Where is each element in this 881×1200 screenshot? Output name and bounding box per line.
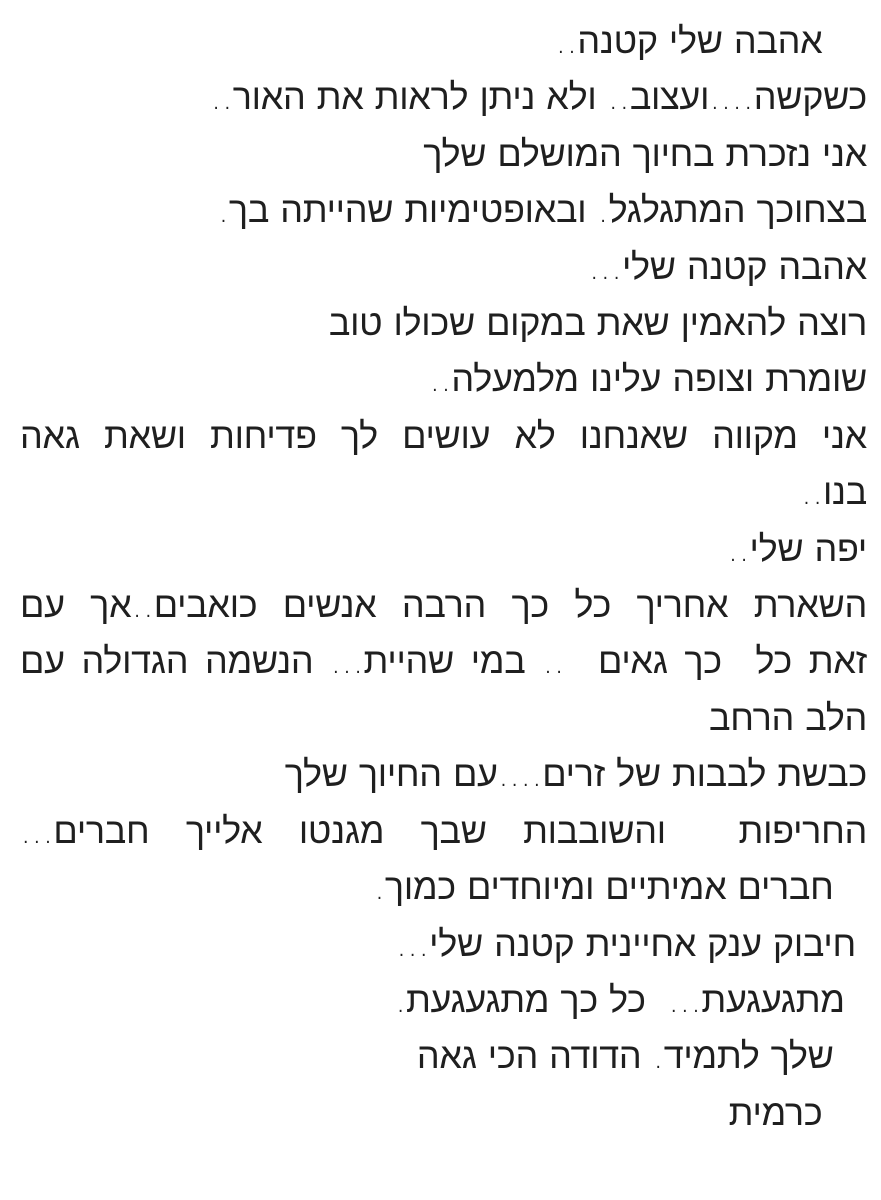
text-line-14: כבשת לבבות של זרים....עם החיוך שלך — [284, 754, 867, 796]
text-line-4: בצחוכך המתגלגל. ובאופטימיות שהייתה בך. — [217, 190, 867, 232]
text-line-20: כרמית — [728, 1092, 867, 1134]
text-line-9: בנו.. — [800, 472, 867, 514]
text-line-11: השארת אחריך כל כך הרבה אנשים כואבים..אך עם — [20, 585, 867, 627]
text-line-19: שלך לתמיד. הדודה הכי גאה — [416, 1036, 867, 1078]
text-line-1: אהבה שלי קטנה.. — [555, 21, 867, 62]
text-line-18: מתגעגעת... כל כך מתגעגעת. — [394, 979, 867, 1021]
text-line-17: חיבוק ענק אחיינית קטנה שלי... — [395, 923, 867, 965]
text-line-6: רוצה להאמין שאת במקום שכולו טוב — [328, 303, 867, 345]
text-line-5: אהבה קטנה שלי... — [588, 246, 867, 288]
text-line-13: הלב הרחב — [709, 697, 867, 739]
text-line-15: החריפות והשובבות שבך מגנטו אלייך חברים... — [20, 810, 867, 852]
text-line-16: חברים אמיתיים ומיוחדים כמוך. — [373, 867, 867, 909]
text-line-12: זאת כל כך גאים .. במי שהיית... הנשמה הגדולה עם — [20, 641, 867, 683]
text-line-7: שומרת וצופה עלינו מלמעלה.. — [429, 359, 867, 401]
text-line-8: אני מקווה שאנחנו לא עושים לך פדיחות ושאת גאה — [20, 415, 867, 457]
text-line-2: כשקשה....ועצוב.. ולא ניתן לראות את האור.. — [210, 77, 867, 119]
text-line-3: אני נזכרת בחיוך המושלם שלך — [423, 133, 867, 175]
text-line-10: יפה שלי.. — [727, 528, 867, 570]
